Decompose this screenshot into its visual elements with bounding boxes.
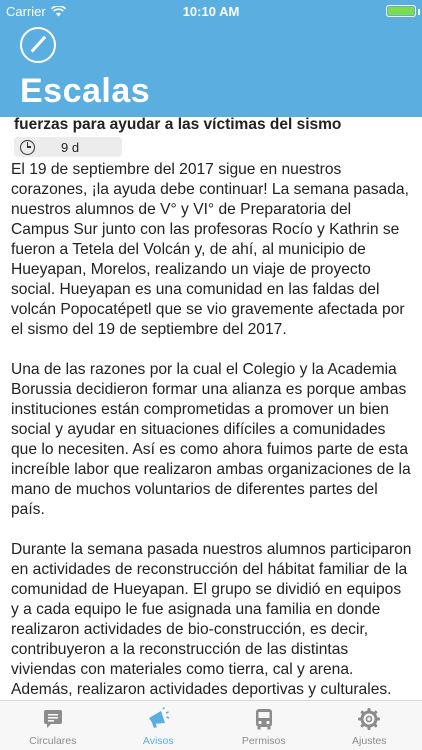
tab-label: Ajustes (352, 735, 387, 747)
tab-label: Avisos (142, 735, 174, 747)
page-title: Escalas (20, 72, 151, 110)
tab-bar (0, 700, 422, 750)
message-icon (41, 707, 65, 731)
bus-icon (252, 707, 276, 731)
article-paragraph: Durante la semana pasada nuestros alumnos participaron en actividades de reconstrucción del hábitat familiar de la comunidad de Hueyapan. El grupo se dividió en equipos y a cada equipo le fue asignada una familia en donde realizaron actividades de bio-construcción, es decir, contribuyeron a la reconstrucción de las distintas viviendas con materiales como tierra, cal y arena. Además, realizaron actividades deportivas y culturales. (11, 541, 412, 698)
article-paragraph: Una de las razones por la cual el Colegio y la Academia Borussia decidieron formar una alianza es porque ambas instituciones están comprometidas a promover un bien social y ayudar en situaciones difíciles a comunidades que lo necesiten. Así es como ahora fuimos parte de esta increíble labor que realizaron ambas organizaciones de la mano de muchos voluntarios de diferentes partes del país. (11, 361, 411, 518)
tab-label: Permisos (241, 735, 286, 747)
clock-icon (20, 140, 35, 155)
status-time: 10:10 AM (182, 4, 240, 19)
article-body[interactable] (11, 160, 413, 700)
app-header (0, 22, 422, 117)
article-title: fuerzas para ayudar a las víctimas del sismo (14, 116, 342, 133)
gear-icon (357, 707, 381, 731)
megaphone-icon (146, 707, 170, 731)
tab-label: Circulares (29, 735, 77, 747)
article-paragraph: El 19 de septiembre del 2017 sigue en nuestros corazones, ¡la ayuda debe continuar! La semana pasada, nuestros alumnos de V° y VI° de Preparatoria del Campus Sur junto con las profesoras Rocío y Kathrin se fueron a Tetela del Volcán y, de ahí, al municipio de Hueyapan, Morelos, realizando un viaje de proyecto social. Hueyapan es una comunidad en las faldas del volcán Popocatépetl que se vio gravemente afectada por el sismo del 19 de septiembre del 2017. (11, 161, 409, 338)
time-ago-badge (14, 137, 122, 157)
battery-icon (386, 5, 416, 17)
tab-ajustes[interactable] (317, 701, 422, 750)
carrier-label: Carrier (6, 4, 46, 19)
tab-permisos[interactable] (211, 701, 317, 750)
tab-circulares[interactable] (0, 701, 106, 750)
tab-avisos[interactable] (106, 701, 212, 750)
status-bar (0, 0, 422, 22)
app-logo-icon (20, 27, 56, 63)
battery-level (388, 7, 414, 15)
time-ago-label: 9 d (61, 139, 80, 155)
battery-tip (418, 9, 420, 15)
